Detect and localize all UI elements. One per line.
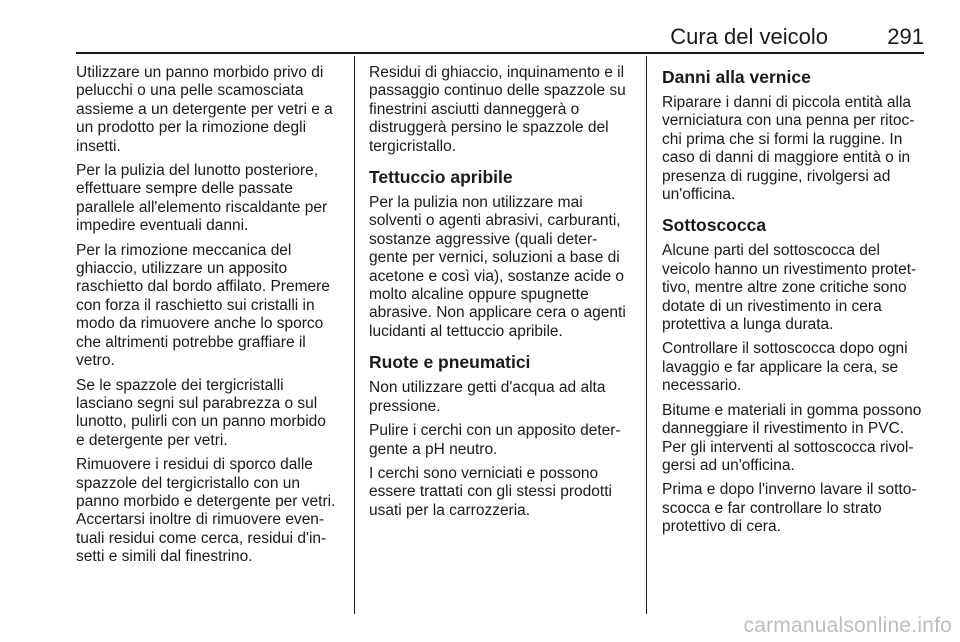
column-divider-1: [354, 56, 355, 614]
header-divider: [76, 52, 924, 54]
section-title: Cura del veicolo: [670, 24, 828, 49]
watermark: carmanualsonline.info: [743, 614, 952, 637]
paragraph: Prima e dopo l'inverno lavare il sotto- scocca e far controllare lo strato protettivo di cera.: [662, 481, 917, 536]
paragraph: Se le spazzole dei tergicristalli lasciano segni sul parabrezza o sul lunotto, pulirli con un panno morbido e detergente per vetri.: [76, 376, 326, 449]
paragraph: Per la rimozione meccanica del ghiaccio, utilizzare un apposito raschietto dal bordo affilato. Premere con forza il raschietto sui cristalli in modo da rimuovere anche lo sporco che altrimenti potrebbe graffiare il vetro.: [76, 241, 330, 370]
text-column-3: [662, 64, 928, 543]
section-heading-wheels: Ruote e pneumatici: [369, 352, 531, 373]
column-divider-2: [646, 56, 647, 614]
text-column-2: [369, 64, 635, 526]
paragraph: Bitume e materiali in gomma possono danneggiare il rivestimento in PVC. Per gli interventi al sottoscocca rivol- gersi ad un'officina.: [662, 401, 922, 474]
paragraph: Utilizzare un panno morbido privo di pelucchi o una pelle scamosciata assieme a un detergente per vetri e a un prodotto per la rimozione degli insetti.: [76, 64, 333, 155]
section-heading-paint-damage: Danni alla vernice: [662, 67, 811, 87]
paragraph: Pulire i cerchi con un apposito deter- gente a pH neutro.: [369, 422, 621, 458]
paragraph: Alcune parti del sottoscocca del veicolo hanno un rivestimento protet- tivo, mentre altre zone critiche sono dotate di un rivestimento in cera protettiva a lunga durata.: [662, 242, 917, 334]
paragraph: Residui di ghiaccio, inquinamento e il passaggio continuo delle spazzole su finestrini asciutti danneggerà o distruggerà persino le spazzole del tergicristallo.: [369, 64, 626, 155]
paragraph: Per la pulizia del lunotto posteriore, effettuare sempre delle passate parallele all'elemento riscaldante per impedire eventuali danni.: [76, 162, 328, 235]
paragraph: Controllare il sottoscocca dopo ogni lavaggio e far applicare la cera, se necessario.: [662, 340, 908, 395]
page-number: 291: [887, 24, 924, 49]
paragraph: Non utilizzare getti d'acqua ad alta pressione.: [369, 379, 606, 415]
section-heading-underbody: Sottoscocca: [662, 215, 767, 236]
paragraph: I cerchi sono verniciati e possono essere trattati con gli stessi prodotti usati per la carrozzeria.: [369, 464, 612, 519]
section-heading-sunroof: Tettuccio apribile: [369, 167, 513, 188]
paragraph: Riparare i danni di piccola entità alla verniciatura con una penna per ritoc- chi prima che si formi la ruggine. In caso di danni di maggiore entità o in presenza di ruggine, rivolgersi ad un'officina.: [662, 94, 915, 204]
paragraph: Rimuovere i residui di sporco dalle spazzole del tergicristallo con un panno morbido e detergente per vetri. Accertarsi inoltre di rimuovere even- tuali residui come cerca, residui d'in- setti e simili dal finestrino.: [76, 456, 336, 566]
paragraph: Per la pulizia non utilizzare mai solventi o agenti abrasivi, carburanti, sostanze aggressive (quali deter- gente per vernici, soluzioni a base di acetone e così via), sostanze acide o molto alcaline oppure spugnette abrasive. Non applicare cera o agenti lucidanti al tettuccio apribile.: [369, 194, 626, 340]
page-header: [76, 24, 924, 50]
text-column-1: [76, 64, 344, 573]
